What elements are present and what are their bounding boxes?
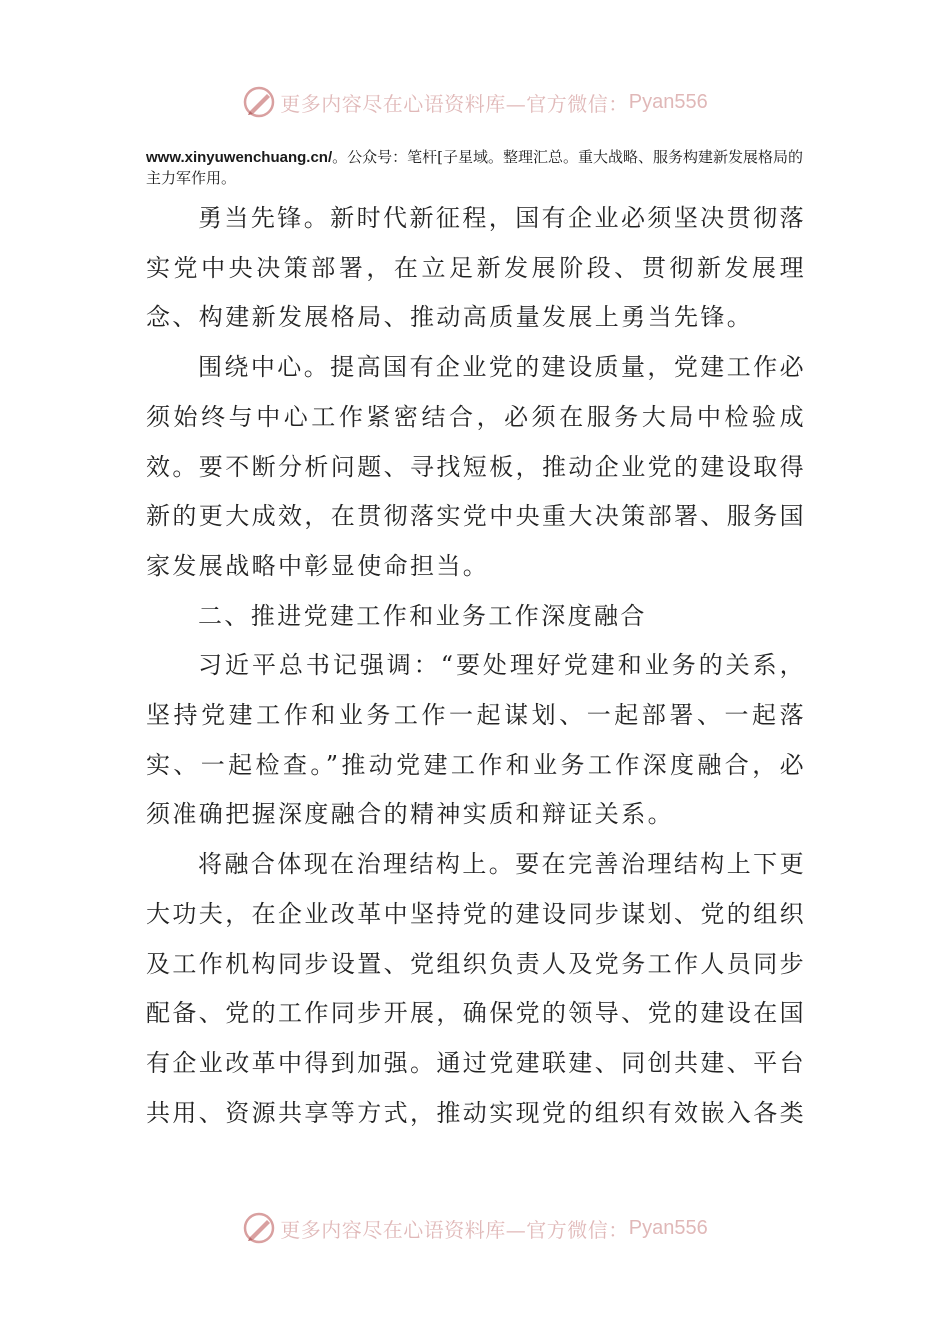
watermark-site-text: 更多内容尽在心语资料库—官方微信： bbox=[280, 1217, 629, 1242]
source-note bbox=[146, 147, 806, 189]
pen-circle-logo-icon bbox=[242, 1211, 276, 1245]
footer-watermark bbox=[0, 1208, 950, 1248]
watermark-wechat-id: Pyan556 bbox=[628, 1216, 708, 1239]
header-watermark bbox=[0, 82, 950, 122]
paragraph: 勇当先锋。新时代新征程，国有企业必须坚决贯彻落实党中央决策部署，在立足新发展阶段、贯彻新发展理念、构建新发展格局、推动高质量发展上勇当先锋。 bbox=[146, 204, 806, 332]
watermark-site-text: 更多内容尽在心语资料库—官方微信： bbox=[280, 91, 629, 116]
watermark-wechat-id: Pyan556 bbox=[628, 90, 708, 113]
document-body bbox=[146, 194, 806, 1138]
paragraph: 围绕中心。提高国有企业党的建设质量，党建工作必须始终与中心工作紧密结合，必须在服务大局中检验成效。要不断分析问题、寻找短板，推动企业党的建设取得新的更大成效，在贯彻落实党中央重大决策部署、服务国家发展战略中彰显使命担当。 bbox=[146, 353, 806, 580]
pen-circle-logo-icon bbox=[242, 85, 276, 119]
section-heading: 二、推进党建工作和业务工作深度融合 bbox=[198, 601, 647, 630]
source-note-text: 。公众号：笔杆[子星域。整理汇总。重大战略、服务构建新发展格局的主力军作用。 bbox=[146, 148, 803, 187]
paragraph: 将融合体现在治理结构上。要在完善治理结构上下更大功夫，在企业改革中坚持党的建设同步谋划、党的组织及工作机构同步设置、党组织负责人及党务工作人员同步配备、党的工作同步开展，确保党的领导、党的建设在国有企业改革中得到加强。通过党建联建、同创共建、平台共用、资源共享等方式，推动实现党的组织有效嵌入各类 bbox=[146, 850, 806, 1127]
source-url: www.xinyuwenchuang.cn/ bbox=[146, 149, 333, 166]
paragraph: 习近平总书记强调：“要处理好党建和业务的关系，坚持党建工作和业务工作一起谋划、一起部署、一起落实、一起检查。”推动党建工作和业务工作深度融合，必须准确把握深度融合的精神实质和辩证关系。 bbox=[146, 651, 806, 829]
